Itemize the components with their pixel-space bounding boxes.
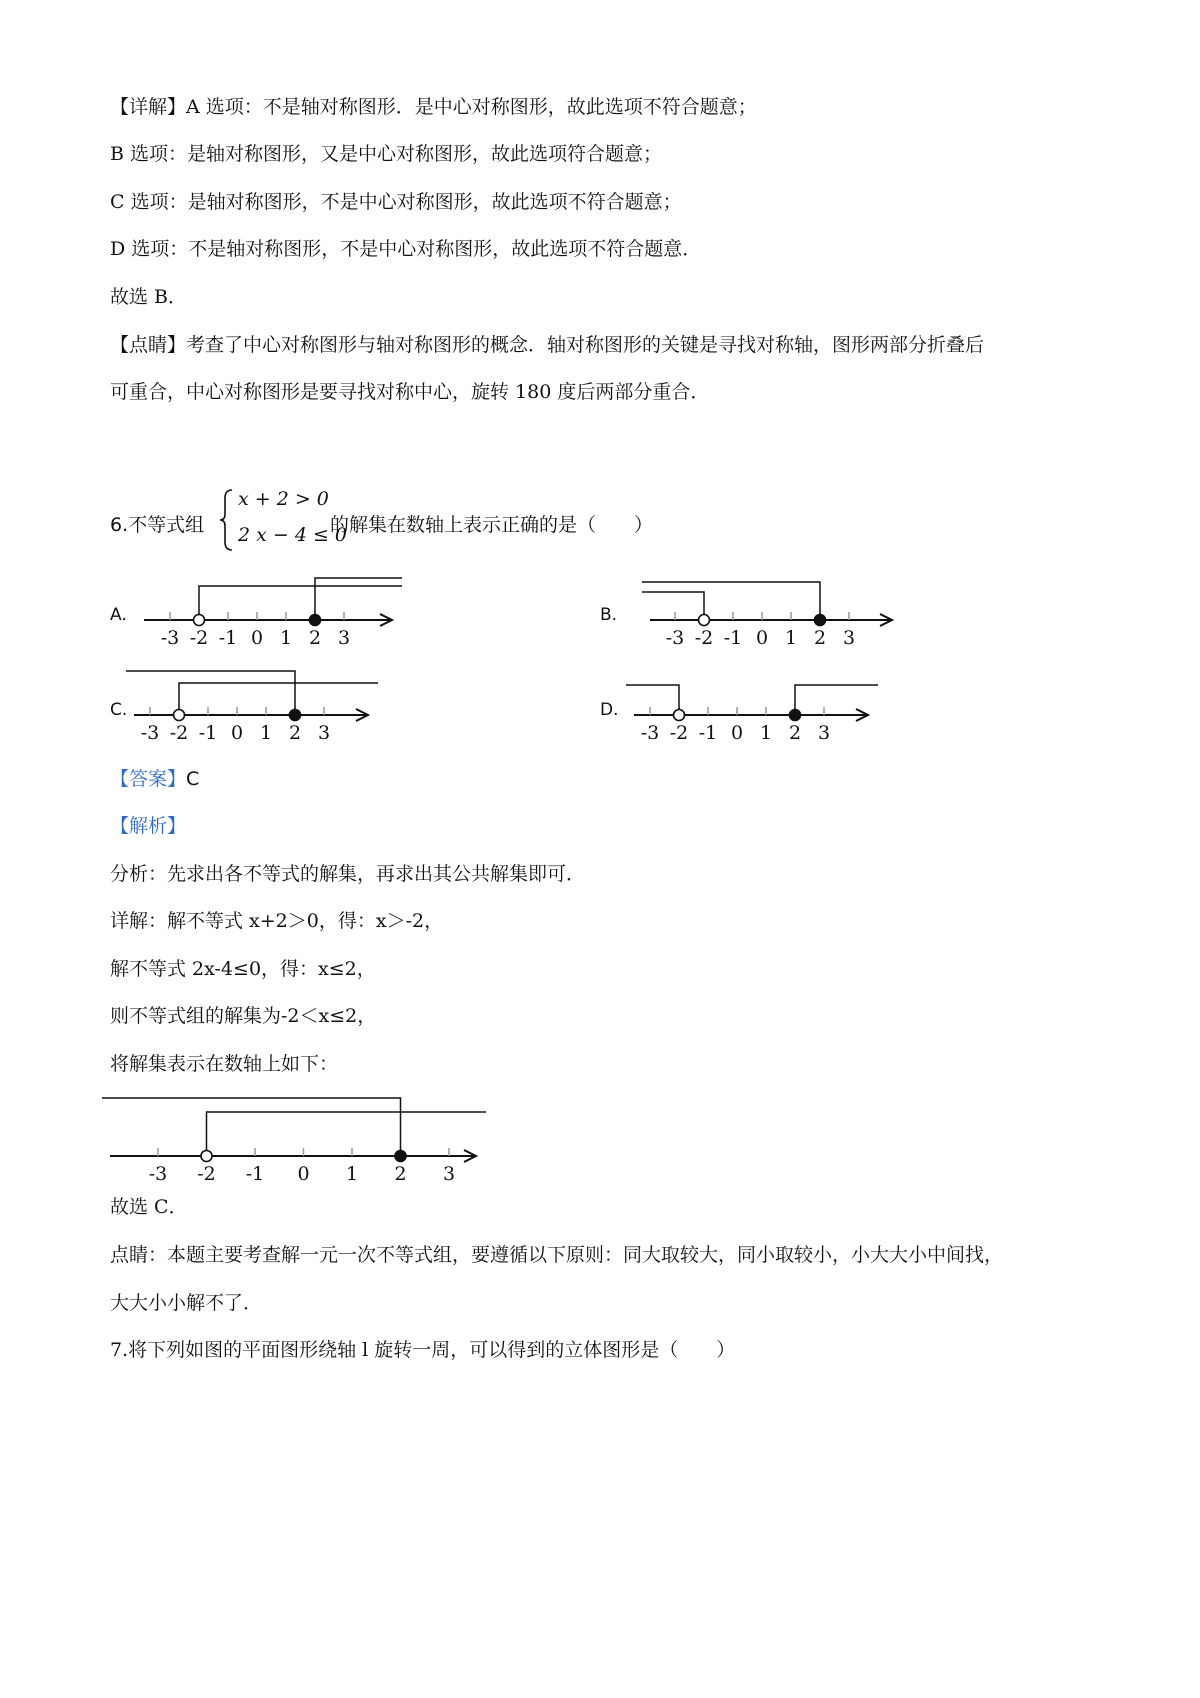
analysis-tag: 【解析】 bbox=[110, 815, 187, 837]
tick-label: 3 bbox=[442, 1163, 456, 1185]
tick-label: 1 bbox=[279, 627, 293, 649]
question-6-number: 6.不等式组 bbox=[110, 514, 205, 536]
tick-label: 3 bbox=[842, 627, 856, 649]
option-c-label: C. bbox=[110, 700, 128, 720]
conclusion-line: 故选 B． bbox=[110, 286, 188, 308]
option-b-label: B. bbox=[600, 605, 618, 625]
inequality-2: 2 x − 4 ≤ 0 bbox=[238, 524, 348, 546]
closed-point bbox=[290, 710, 301, 721]
analysis-line-5: 将解集表示在数轴上如下： bbox=[110, 1053, 339, 1075]
open-point bbox=[699, 615, 710, 626]
answer-line bbox=[110, 770, 199, 789]
tick-label: -1 bbox=[698, 722, 718, 744]
number-line-option-d bbox=[630, 665, 900, 745]
tip-line-1: 点睛：本题主要考查解一元一次不等式组，要遵循以下原则：同大取较大，同小取较小，小大大小中间找， bbox=[110, 1244, 1004, 1266]
solution-bracket bbox=[642, 582, 820, 620]
tick-label: -2 bbox=[694, 627, 714, 649]
tick-label: 3 bbox=[817, 722, 831, 744]
tick-label: -3 bbox=[665, 627, 685, 649]
detail-line-b: B 选项：是轴对称图形，又是中心对称图形，故此选项符合题意； bbox=[110, 143, 663, 165]
tick-label: -2 bbox=[669, 722, 689, 744]
open-point bbox=[174, 710, 185, 721]
tick-label: -3 bbox=[640, 722, 660, 744]
solution-bracket bbox=[315, 578, 402, 620]
number-line-solution bbox=[108, 1090, 488, 1190]
detail-line-c: C 选项：是轴对称图形，不是中心对称图形，故此选项不符合题意； bbox=[110, 191, 682, 213]
tick-label: -1 bbox=[245, 1163, 265, 1185]
tick-label: 0 bbox=[230, 722, 244, 744]
answer-value: C bbox=[186, 768, 200, 790]
open-point bbox=[194, 615, 205, 626]
tick-label: 2 bbox=[788, 722, 802, 744]
solution-bracket bbox=[199, 586, 402, 620]
question-6-prompt: 的解集在数轴上表示正确的是（ ） bbox=[330, 514, 654, 536]
tick-label: -2 bbox=[189, 627, 209, 649]
tick-label: 0 bbox=[297, 1163, 310, 1185]
detail-line-d: D 选项：不是轴对称图形，不是中心对称图形，故此选项不符合题意． bbox=[110, 238, 702, 260]
tick-label: 3 bbox=[317, 722, 331, 744]
comment-line-1: 【点睛】考查了中心对称图形与轴对称图形的概念．轴对称图形的关键是寻找对称轴，图形两部分折叠后 bbox=[110, 334, 985, 356]
tick-label: 0 bbox=[730, 722, 744, 744]
tick-label: 2 bbox=[813, 627, 827, 649]
tick-label: 0 bbox=[755, 627, 769, 649]
tick-label: -3 bbox=[140, 722, 160, 744]
tick-label: 2 bbox=[308, 627, 322, 649]
tick-label: -3 bbox=[160, 627, 180, 649]
closed-point bbox=[815, 615, 826, 626]
tick-label: -1 bbox=[198, 722, 218, 744]
solution-bracket bbox=[179, 683, 378, 715]
solution-bracket bbox=[795, 685, 878, 715]
open-point bbox=[201, 1151, 212, 1162]
closed-point bbox=[790, 710, 801, 721]
tick-label: 2 bbox=[394, 1163, 407, 1185]
tick-label: 1 bbox=[784, 627, 798, 649]
solution-bracket bbox=[102, 1098, 401, 1156]
number-line-option-b bbox=[630, 570, 900, 650]
question-7-text: 7.将下列如图的平面图形绕轴 l 旋转一周，可以得到的立体图形是（ ） bbox=[110, 1339, 736, 1361]
open-point bbox=[674, 710, 685, 721]
inequality-1: x + 2 > 0 bbox=[238, 488, 329, 510]
tip-line-2: 大大小小解不了． bbox=[110, 1292, 263, 1314]
tick-label: 0 bbox=[250, 627, 264, 649]
analysis-line-4: 则不等式组的解集为-2＜x≤2， bbox=[110, 1005, 377, 1027]
tick-label: -1 bbox=[218, 627, 238, 649]
tick-label: 1 bbox=[759, 722, 773, 744]
answer-tag: 【答案】 bbox=[110, 768, 187, 790]
analysis-conclusion: 故选 C． bbox=[110, 1196, 188, 1218]
option-a-label: A. bbox=[110, 605, 127, 625]
analysis-line-1: 分析：先求出各不等式的解集，再求出其公共解集即可． bbox=[110, 863, 586, 885]
solution-bracket bbox=[642, 592, 704, 620]
tick-label: -1 bbox=[723, 627, 743, 649]
solution-bracket bbox=[207, 1112, 487, 1156]
option-d-label: D. bbox=[600, 700, 619, 720]
closed-point bbox=[310, 615, 321, 626]
analysis-line-2: 详解：解不等式 x+2＞0，得：x＞-2， bbox=[110, 910, 444, 932]
detail-line-a: 【详解】A 选项：不是轴对称图形．是中心对称图形，故此选项不符合题意； bbox=[110, 96, 757, 118]
tick-label: 2 bbox=[288, 722, 302, 744]
solution-bracket bbox=[626, 685, 679, 715]
tick-label: -3 bbox=[148, 1163, 168, 1185]
tick-label: -2 bbox=[169, 722, 189, 744]
comment-line-2: 可重合，中心对称图形是要寻找对称中心，旋转 180 度后两部分重合． bbox=[110, 381, 710, 403]
tick-label: -2 bbox=[197, 1163, 216, 1185]
tick-label: 1 bbox=[345, 1163, 359, 1185]
brace-icon bbox=[218, 488, 234, 552]
solution-bracket bbox=[126, 671, 295, 715]
tick-label: 1 bbox=[259, 722, 273, 744]
number-line-option-c bbox=[130, 665, 400, 745]
number-line-option-a bbox=[140, 570, 410, 650]
closed-point bbox=[395, 1151, 406, 1162]
tick-label: 3 bbox=[337, 627, 351, 649]
analysis-line-3: 解不等式 2x-4≤0，得：x≤2， bbox=[110, 958, 376, 980]
